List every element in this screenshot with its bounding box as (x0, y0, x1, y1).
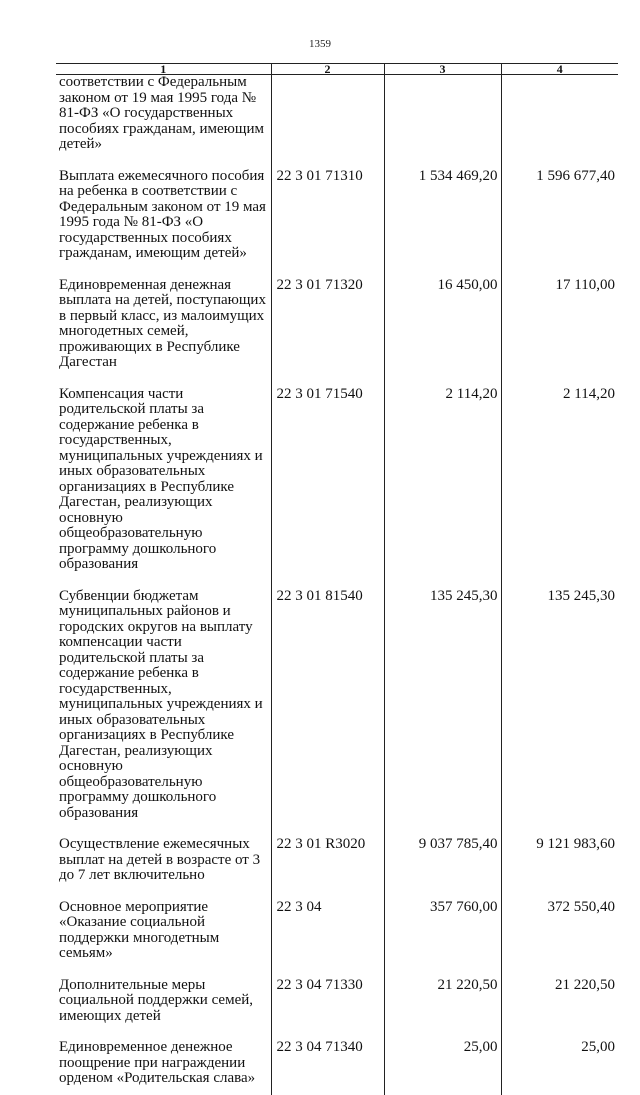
row-value-2: 25,00 (501, 1040, 618, 1095)
row-code: 22 3 04 (271, 900, 384, 978)
row-value-1: 21 220,50 (384, 978, 501, 1041)
row-value-2 (501, 75, 618, 169)
row-name: Дополнительные меры социальной поддержки семей, имеющих детей (59, 976, 254, 1024)
table-row (56, 387, 618, 589)
row-code (271, 75, 384, 169)
row-name: Единовременное денежное поощрение при награждении орденом «Родительская слава» (59, 1039, 256, 1086)
column-header-1: 1 (56, 64, 271, 75)
table-row (56, 589, 618, 838)
row-value-2: 135 245,30 (501, 589, 618, 838)
column-header-3: 3 (384, 64, 501, 75)
row-value-1: 9 037 785,40 (384, 837, 501, 900)
row-value-1: 16 450,00 (384, 278, 501, 387)
row-name: Выплата ежемесячного пособия на ребенка в соответствии с Федеральным законом от 19 мая 1995 года № 81-ФЗ «О государственных пособиях гражданам, имеющим детей» (59, 167, 266, 261)
table-row (56, 278, 618, 387)
row-name: Субвенции бюджетам муниципальных районов и городских округов на выплату компенсации части родительской платы за содержание ребенка в государственных, муниципальных учреждениях и иных образовательных организациях в Республике Дагестан, реализующих основную общеобразовательную программу дошкольного образования (59, 587, 263, 821)
table-row (56, 75, 618, 169)
row-code: 22 3 01 R3020 (271, 837, 384, 900)
column-header-2: 2 (271, 64, 384, 75)
row-value-1: 2 114,20 (384, 387, 501, 589)
row-name: Основное мероприятие «Оказание социальной поддержки многодетным семьям» (59, 898, 220, 961)
row-code: 22 3 04 71330 (271, 978, 384, 1041)
row-value-1: 357 760,00 (384, 900, 501, 978)
budget-table (56, 63, 618, 1095)
row-value-1: 135 245,30 (384, 589, 501, 838)
table-row (56, 900, 618, 978)
row-code: 22 3 01 71320 (271, 278, 384, 387)
row-value-2: 1 596 677,40 (501, 169, 618, 278)
row-value-2: 17 110,00 (501, 278, 618, 387)
row-value-2: 2 114,20 (501, 387, 618, 589)
row-name: Компенсация части родительской платы за содержание ребенка в государственных, муниципальных учреждениях и иных образовательных организациях в Республике Дагестан, реализующих основную общеобразовательную программу дошкольного образования (59, 385, 263, 572)
row-name: Единовременная денежная выплата на детей, поступающих в первый класс, из малоимущих многодетных семей, проживающих в Республике Дагестан (59, 276, 266, 370)
row-value-1: 25,00 (384, 1040, 501, 1095)
table-row (56, 837, 618, 900)
table-row (56, 1040, 618, 1095)
table-row (56, 978, 618, 1041)
row-code: 22 3 01 71540 (271, 387, 384, 589)
header-row (56, 64, 618, 75)
row-name: Осуществление ежемесячных выплат на детей в возрасте от 3 до 7 лет включительно (59, 836, 261, 883)
row-code: 22 3 01 71310 (271, 169, 384, 278)
row-name: соответствии с Федеральным законом от 19 мая 1995 года № 81-ФЗ «О государственных пособиях гражданам, имеющим детей» (59, 74, 264, 152)
table-row (56, 169, 618, 278)
row-code: 22 3 01 81540 (271, 589, 384, 838)
row-value-1 (384, 75, 501, 169)
column-header-4: 4 (501, 64, 618, 75)
row-code: 22 3 04 71340 (271, 1040, 384, 1095)
row-value-1: 1 534 469,20 (384, 169, 501, 278)
page-number: 1359 (309, 38, 331, 50)
row-value-2: 372 550,40 (501, 900, 618, 978)
row-value-2: 9 121 983,60 (501, 837, 618, 900)
row-value-2: 21 220,50 (501, 978, 618, 1041)
